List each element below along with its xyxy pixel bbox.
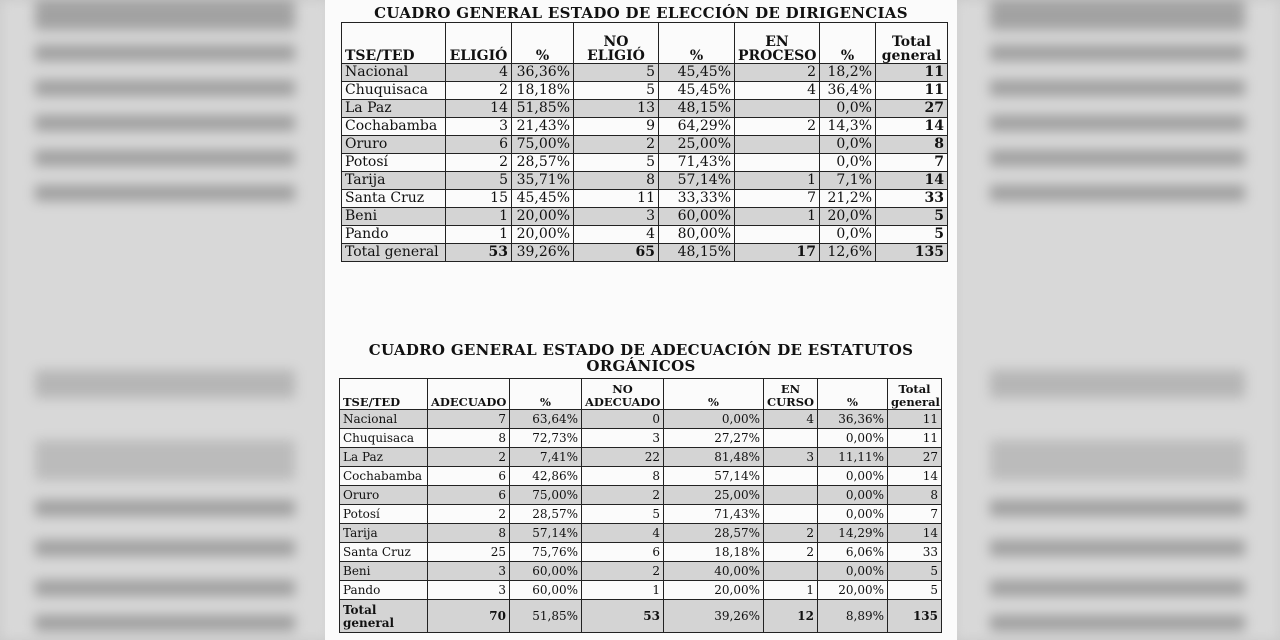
row-label: Beni xyxy=(342,208,446,226)
table-cell: 20,00% xyxy=(818,581,888,600)
table-cell: 7,41% xyxy=(510,448,582,467)
table-row xyxy=(340,562,942,581)
elections-table xyxy=(341,22,948,262)
table-cell: 20,00% xyxy=(664,581,764,600)
row-label: Chuquisaca xyxy=(340,429,428,448)
table-cell xyxy=(764,505,818,524)
blurred-background-right xyxy=(955,0,1280,640)
table-cell: 11 xyxy=(888,410,942,429)
row-label: Tarija xyxy=(342,172,446,190)
table-cell: 14 xyxy=(446,100,512,118)
table-cell: 45,45% xyxy=(512,190,574,208)
table-cell: 15 xyxy=(446,190,512,208)
table-cell: 35,71% xyxy=(512,172,574,190)
table-cell: 8 xyxy=(582,467,664,486)
row-label: Total general xyxy=(340,600,428,633)
table-cell: 75,76% xyxy=(510,543,582,562)
table-cell: 2 xyxy=(764,543,818,562)
table-cell: 0,00% xyxy=(818,562,888,581)
table-cell: 12 xyxy=(764,600,818,633)
row-label: Chuquisaca xyxy=(342,82,446,100)
table-cell: 3 xyxy=(446,118,512,136)
table-cell: 20,00% xyxy=(512,226,574,244)
row-label: Tarija xyxy=(340,524,428,543)
table-cell: 57,14% xyxy=(659,172,735,190)
column-header: ADECUADO xyxy=(428,379,510,410)
table-cell xyxy=(764,467,818,486)
table-cell: 13 xyxy=(574,100,659,118)
table-cell: 25,00% xyxy=(664,486,764,505)
row-label: La Paz xyxy=(340,448,428,467)
table-cell: 5 xyxy=(446,172,512,190)
table-cell: 48,15% xyxy=(659,244,735,262)
table-row xyxy=(340,429,942,448)
table-cell xyxy=(764,562,818,581)
table-cell: 53 xyxy=(446,244,512,262)
table-cell: 6 xyxy=(428,486,510,505)
table-cell: 2 xyxy=(428,448,510,467)
document-page xyxy=(325,0,957,640)
table-cell: 60,00% xyxy=(659,208,735,226)
table-cell: 28,57% xyxy=(664,524,764,543)
table-row xyxy=(342,226,948,244)
table-cell: 48,15% xyxy=(659,100,735,118)
table-cell: 75,00% xyxy=(510,486,582,505)
table-cell: 6 xyxy=(582,543,664,562)
row-label: Cochabamba xyxy=(342,118,446,136)
table-cell: 71,43% xyxy=(659,154,735,172)
table-row xyxy=(342,154,948,172)
table-cell: 21,2% xyxy=(820,190,876,208)
row-label: Pando xyxy=(342,226,446,244)
table-cell: 8 xyxy=(574,172,659,190)
table-cell: 0 xyxy=(582,410,664,429)
row-label: Santa Cruz xyxy=(340,543,428,562)
table-cell: 36,36% xyxy=(512,64,574,82)
table-cell: 3 xyxy=(428,581,510,600)
table-cell: 51,85% xyxy=(512,100,574,118)
row-label: Oruro xyxy=(342,136,446,154)
column-header: NO ELIGIÓ xyxy=(574,23,659,64)
table-row xyxy=(340,524,942,543)
table-cell: 0,00% xyxy=(664,410,764,429)
table-cell: 2 xyxy=(446,82,512,100)
table-cell: 5 xyxy=(574,82,659,100)
table-row xyxy=(342,118,948,136)
table-header-row xyxy=(342,23,948,64)
table-cell: 0,0% xyxy=(820,136,876,154)
table-cell: 72,73% xyxy=(510,429,582,448)
table-cell: 9 xyxy=(574,118,659,136)
table-cell: 1 xyxy=(735,208,820,226)
table-cell: 11 xyxy=(876,82,948,100)
row-label: Santa Cruz xyxy=(342,190,446,208)
table-row xyxy=(342,100,948,118)
table-cell: 21,43% xyxy=(512,118,574,136)
table-cell: 3 xyxy=(574,208,659,226)
table-cell: 4 xyxy=(582,524,664,543)
table-cell xyxy=(735,154,820,172)
table-cell: 135 xyxy=(888,600,942,633)
table-row xyxy=(340,448,942,467)
table-row xyxy=(340,543,942,562)
column-header: % xyxy=(664,379,764,410)
table-cell: 5 xyxy=(582,505,664,524)
table-cell: 17 xyxy=(735,244,820,262)
table-cell: 7,1% xyxy=(820,172,876,190)
table1-title: CUADRO GENERAL ESTADO DE ELECCIÓN DE DIRIGENCIAS xyxy=(374,4,908,22)
table-cell: 2 xyxy=(735,64,820,82)
column-header: % xyxy=(820,23,876,64)
table-cell: 6 xyxy=(428,467,510,486)
table-cell: 1 xyxy=(764,581,818,600)
table-cell: 5 xyxy=(888,562,942,581)
table-cell: 28,57% xyxy=(510,505,582,524)
table-cell: 40,00% xyxy=(664,562,764,581)
table-cell: 7 xyxy=(876,154,948,172)
row-label: Nacional xyxy=(340,410,428,429)
table-cell: 11 xyxy=(888,429,942,448)
table-cell: 60,00% xyxy=(510,581,582,600)
table-cell: 0,00% xyxy=(818,467,888,486)
table-cell: 14 xyxy=(888,467,942,486)
table-cell: 71,43% xyxy=(664,505,764,524)
table-cell: 45,45% xyxy=(659,82,735,100)
table-row xyxy=(342,172,948,190)
table-cell: 80,00% xyxy=(659,226,735,244)
table-row xyxy=(340,467,942,486)
table-cell: 0,0% xyxy=(820,154,876,172)
table-cell: 4 xyxy=(574,226,659,244)
table-cell: 27,27% xyxy=(664,429,764,448)
row-label: Pando xyxy=(340,581,428,600)
table-cell: 7 xyxy=(888,505,942,524)
table-row xyxy=(342,64,948,82)
row-label: Beni xyxy=(340,562,428,581)
table-row xyxy=(340,505,942,524)
column-header: ELIGIÓ xyxy=(446,23,512,64)
table-cell: 5 xyxy=(888,581,942,600)
table-cell: 64,29% xyxy=(659,118,735,136)
table-cell: 57,14% xyxy=(664,467,764,486)
table-row xyxy=(342,190,948,208)
table-cell: 18,2% xyxy=(820,64,876,82)
table-cell: 51,85% xyxy=(510,600,582,633)
table-cell: 25,00% xyxy=(659,136,735,154)
table-cell: 20,00% xyxy=(512,208,574,226)
row-label: La Paz xyxy=(342,100,446,118)
blurred-background-left xyxy=(0,0,330,640)
table-cell: 4 xyxy=(446,64,512,82)
column-header: % xyxy=(512,23,574,64)
table-cell: 5 xyxy=(574,64,659,82)
table-cell: 5 xyxy=(876,208,948,226)
table-row xyxy=(340,581,942,600)
table-cell: 3 xyxy=(582,429,664,448)
table-cell: 22 xyxy=(582,448,664,467)
table2-title: CUADRO GENERAL ESTADO DE ADECUACIÓN DE ESTATUTOS ORGÁNICOS xyxy=(368,341,914,375)
table-cell: 53 xyxy=(582,600,664,633)
table-cell: 33,33% xyxy=(659,190,735,208)
table-cell: 2 xyxy=(764,524,818,543)
row-label: Total general xyxy=(342,244,446,262)
column-header: TSE/TED xyxy=(342,23,446,64)
table-cell: 4 xyxy=(735,82,820,100)
table-cell: 27 xyxy=(876,100,948,118)
total-row xyxy=(340,600,942,633)
total-row xyxy=(342,244,948,262)
table-cell: 14,3% xyxy=(820,118,876,136)
table-cell: 5 xyxy=(574,154,659,172)
table-cell: 14,29% xyxy=(818,524,888,543)
row-label: Potosí xyxy=(342,154,446,172)
table-cell: 2 xyxy=(582,562,664,581)
table-cell: 1 xyxy=(446,226,512,244)
table-cell: 33 xyxy=(876,190,948,208)
row-label: Nacional xyxy=(342,64,446,82)
table-cell: 2 xyxy=(582,486,664,505)
table-cell: 1 xyxy=(582,581,664,600)
table-cell: 63,64% xyxy=(510,410,582,429)
table-cell: 4 xyxy=(764,410,818,429)
table-cell: 18,18% xyxy=(664,543,764,562)
table-cell: 0,00% xyxy=(818,486,888,505)
statutes-table xyxy=(339,378,942,633)
table-cell: 39,26% xyxy=(664,600,764,633)
table-cell: 8 xyxy=(888,486,942,505)
table-cell: 36,36% xyxy=(818,410,888,429)
table-cell: 135 xyxy=(876,244,948,262)
table-cell: 12,6% xyxy=(820,244,876,262)
table-cell: 1 xyxy=(446,208,512,226)
table-cell: 14 xyxy=(888,524,942,543)
table-cell xyxy=(735,136,820,154)
table-cell: 60,00% xyxy=(510,562,582,581)
column-header: Total general xyxy=(876,23,948,64)
table-cell: 11,11% xyxy=(818,448,888,467)
table-cell: 11 xyxy=(574,190,659,208)
table-cell: 8 xyxy=(876,136,948,154)
table-cell xyxy=(735,226,820,244)
table-cell: 2 xyxy=(735,118,820,136)
table-cell: 0,0% xyxy=(820,226,876,244)
table-cell: 3 xyxy=(764,448,818,467)
table-cell: 6,06% xyxy=(818,543,888,562)
table-cell: 27 xyxy=(888,448,942,467)
table-row xyxy=(342,136,948,154)
column-header: TSE/TED xyxy=(340,379,428,410)
table-cell: 2 xyxy=(446,154,512,172)
table-cell: 5 xyxy=(876,226,948,244)
table-cell: 33 xyxy=(888,543,942,562)
table-cell: 7 xyxy=(735,190,820,208)
table-cell: 0,00% xyxy=(818,429,888,448)
table-cell: 75,00% xyxy=(512,136,574,154)
table-cell: 2 xyxy=(428,505,510,524)
table-cell: 3 xyxy=(428,562,510,581)
table-cell: 8 xyxy=(428,524,510,543)
table-row xyxy=(342,82,948,100)
column-header: EN PROCESO xyxy=(735,23,820,64)
table-cell: 1 xyxy=(735,172,820,190)
table-cell: 42,86% xyxy=(510,467,582,486)
column-header: NO ADECUADO xyxy=(582,379,664,410)
table-row xyxy=(340,410,942,429)
table-cell: 18,18% xyxy=(512,82,574,100)
table-cell: 2 xyxy=(574,136,659,154)
table-cell: 0,00% xyxy=(818,505,888,524)
table-cell: 25 xyxy=(428,543,510,562)
table-cell xyxy=(764,429,818,448)
table-row xyxy=(340,486,942,505)
table-cell: 7 xyxy=(428,410,510,429)
table-cell: 11 xyxy=(876,64,948,82)
column-header: % xyxy=(659,23,735,64)
table-cell: 6 xyxy=(446,136,512,154)
row-label: Cochabamba xyxy=(340,467,428,486)
table-cell: 28,57% xyxy=(512,154,574,172)
table-cell: 8 xyxy=(428,429,510,448)
column-header: EN CURSO xyxy=(764,379,818,410)
table-cell: 36,4% xyxy=(820,82,876,100)
table-cell: 14 xyxy=(876,118,948,136)
table-header-row xyxy=(340,379,942,410)
table-cell: 70 xyxy=(428,600,510,633)
column-header: % xyxy=(818,379,888,410)
table-row xyxy=(342,208,948,226)
row-label: Potosí xyxy=(340,505,428,524)
table-cell xyxy=(764,486,818,505)
table-cell: 20,0% xyxy=(820,208,876,226)
table-cell: 0,0% xyxy=(820,100,876,118)
column-header: % xyxy=(510,379,582,410)
table-cell xyxy=(735,100,820,118)
row-label: Oruro xyxy=(340,486,428,505)
table-cell: 14 xyxy=(876,172,948,190)
table-cell: 57,14% xyxy=(510,524,582,543)
table-cell: 65 xyxy=(574,244,659,262)
table-cell: 39,26% xyxy=(512,244,574,262)
table-cell: 81,48% xyxy=(664,448,764,467)
table-cell: 45,45% xyxy=(659,64,735,82)
column-header: Total general xyxy=(888,379,942,410)
table-cell: 8,89% xyxy=(818,600,888,633)
